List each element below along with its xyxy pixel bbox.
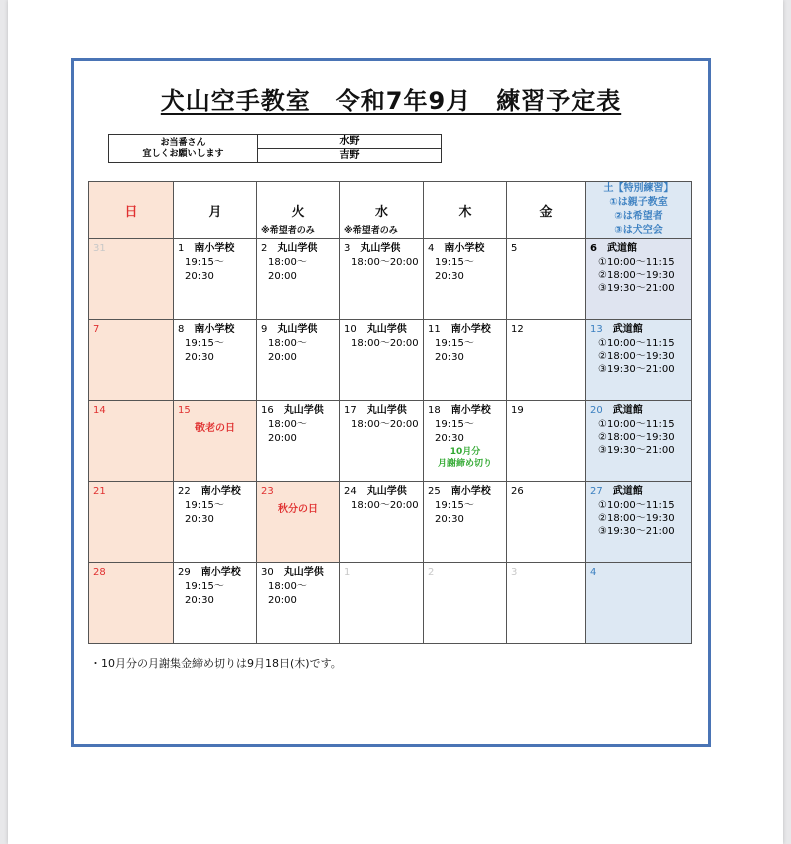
day-cell: 3 丸山学供 18:00～20:00 <box>340 239 424 320</box>
day-cell: 23 秋分の日 <box>257 482 340 563</box>
day-cell: 27 武道館 ①10:00～11:15 ②18:00～19:30 ③19:30～21:00 <box>586 482 692 563</box>
day-cell: 10 丸山学供 18:00～20:00 <box>340 320 424 401</box>
day-cell: 28 <box>89 563 174 644</box>
deadline-note: 10月分 <box>449 447 481 457</box>
day-cell: 9 丸山学供 18:00～20:00 <box>257 320 340 401</box>
header-thursday: 木 <box>424 182 507 239</box>
day-cell: 18 南小学校 19:15～20:30 10月分 月謝締め切り <box>424 401 507 482</box>
header-friday: 金 <box>507 182 586 239</box>
day-cell: 17 丸山学供 18:00～20:00 <box>340 401 424 482</box>
day-cell: 16 丸山学供 18:00～20:00 <box>257 401 340 482</box>
day-cell: 8 南小学校 19:15～20:30 <box>174 320 257 401</box>
day-cell: 15 敬老の日 <box>174 401 257 482</box>
duty-name-1: 水野 <box>258 135 442 149</box>
day-cell: 2 <box>424 563 507 644</box>
header-monday: 月 <box>174 182 257 239</box>
header-wednesday: 水 ※希望者のみ <box>340 182 424 239</box>
week-row-2 <box>89 320 692 401</box>
page-title: 犬山空手教室 令和7年9月 練習予定表 <box>160 87 622 115</box>
day-cell: 13 武道館 ①10:00～11:15 ②18:00～19:30 ③19:30～21:00 <box>586 320 692 401</box>
day-cell: 3 <box>507 563 586 644</box>
day-cell: 22 南小学校 19:15～20:30 <box>174 482 257 563</box>
week-row-3 <box>89 401 692 482</box>
document-page <box>8 0 783 844</box>
duty-name-2: 吉野 <box>258 149 442 163</box>
day-cell: 1 南小学校 19:15～20:30 <box>174 239 257 320</box>
header-saturday: 土【特別練習】 ①は親子教室 ②は希望者 ③は犬空会 <box>586 182 692 239</box>
day-cell: 20 武道館 ①10:00～11:15 ②18:00～19:30 ③19:30～21:00 <box>586 401 692 482</box>
day-cell: 21 <box>89 482 174 563</box>
day-cell: 24 丸山学供 18:00～20:00 <box>340 482 424 563</box>
day-cell: 2 丸山学供 18:00～20:00 <box>257 239 340 320</box>
week-row-1 <box>89 239 692 320</box>
day-cell: 30 丸山学供 18:00～20:00 <box>257 563 340 644</box>
duty-label: お当番さん 宜しくお願いします <box>109 135 258 163</box>
day-cell: 11 南小学校 19:15～20:30 <box>424 320 507 401</box>
footnote: ・10月分の月謝集金締め切りは9月18日(木)です。 <box>90 657 342 670</box>
day-cell: 31 <box>89 239 174 320</box>
holiday-label: 敬老の日 <box>195 423 235 434</box>
day-cell: 7 <box>89 320 174 401</box>
calendar-header-row <box>89 182 692 239</box>
wednesday-note: ※希望者のみ <box>344 226 398 236</box>
holiday-label: 秋分の日 <box>278 504 318 515</box>
day-cell: 19 <box>507 401 586 482</box>
day-cell: 12 <box>507 320 586 401</box>
header-tuesday: 火 ※希望者のみ <box>257 182 340 239</box>
duty-table <box>108 134 442 163</box>
day-cell: 4 南小学校 19:15～20:30 <box>424 239 507 320</box>
week-row-4 <box>89 482 692 563</box>
day-cell: 25 南小学校 19:15～20:30 <box>424 482 507 563</box>
day-cell: 14 <box>89 401 174 482</box>
schedule-frame <box>71 58 711 747</box>
day-cell: 29 南小学校 19:15～20:30 <box>174 563 257 644</box>
tuesday-note: ※希望者のみ <box>261 226 315 236</box>
calendar-table <box>88 181 692 644</box>
day-cell: 5 <box>507 239 586 320</box>
day-cell: 6 武道館 ①10:00～11:15 ②18:00～19:30 ③19:30～21:00 <box>586 239 692 320</box>
week-row-5 <box>89 563 692 644</box>
deadline-note: 月謝締め切り <box>437 459 492 469</box>
day-cell: 4 <box>586 563 692 644</box>
header-sunday: 日 <box>89 182 174 239</box>
day-cell: 1 <box>340 563 424 644</box>
day-cell: 26 <box>507 482 586 563</box>
